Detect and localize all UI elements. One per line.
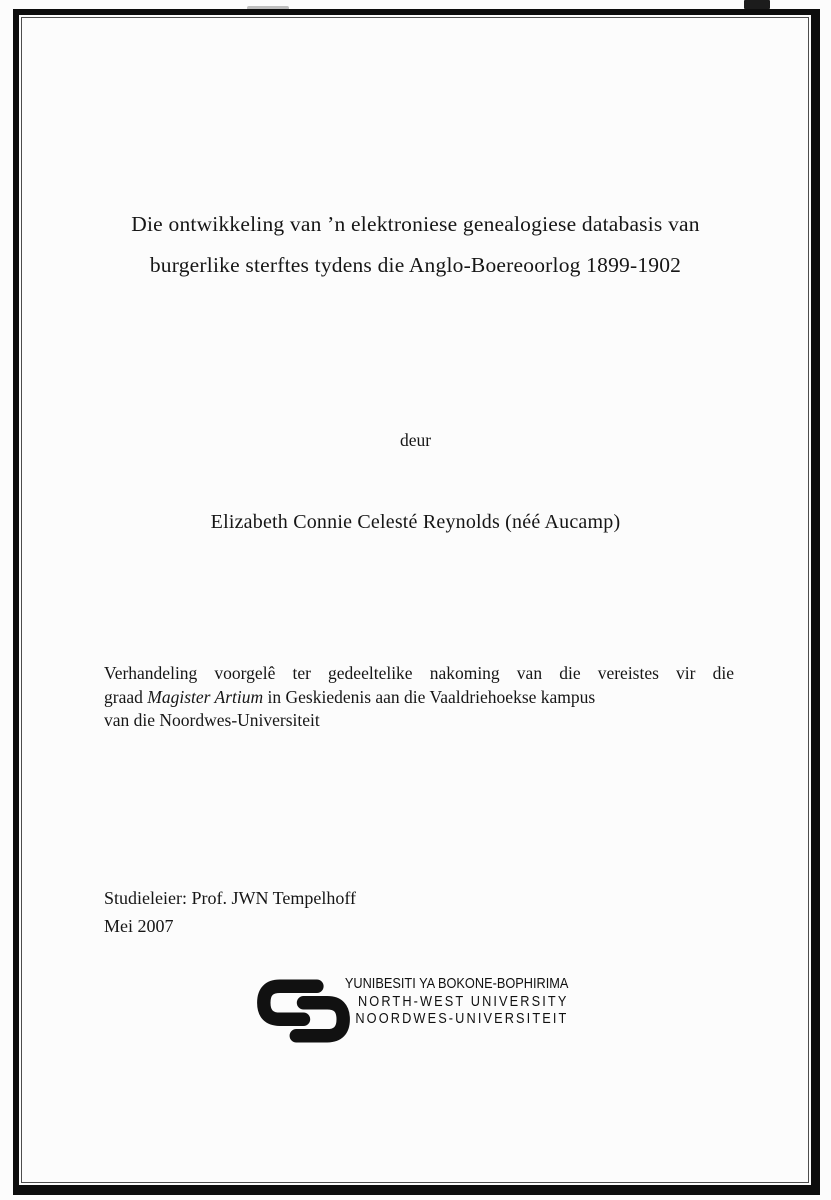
submission-statement bbox=[104, 662, 734, 733]
date-line: Mei 2007 bbox=[104, 915, 174, 936]
scan-artifact-right bbox=[744, 0, 770, 9]
university-logo bbox=[257, 975, 577, 1055]
logo-text-setswana: YUNIBESITI YA BOKONE-BOPHIRIMA bbox=[344, 976, 569, 992]
thesis-title-line-2: burgerlike sterftes tydens die Anglo-Boereoorlog 1899-1902 bbox=[149, 253, 682, 277]
thesis-title-line-1: Die ontwikkeling van ’n elektroniese genealogiese databasis van bbox=[131, 212, 700, 236]
supervisor-line: Studieleier: Prof. JWN Tempelhoff bbox=[104, 888, 357, 908]
byline-deur: deur bbox=[399, 430, 432, 450]
submission-line-2-suffix: in Geskiedenis aan die Vaaldriehoekse kampus bbox=[263, 686, 596, 707]
logo-text-afrikaans: NOORDWES-UNIVERSITEIT bbox=[355, 1011, 569, 1028]
degree-name-italic: Magister Artium bbox=[147, 686, 264, 707]
supervisor-block bbox=[104, 885, 356, 940]
author-name: Elizabeth Connie Celesté Reynolds (néé Aucamp) bbox=[210, 511, 621, 533]
submission-line-2-prefix: graad bbox=[104, 686, 148, 707]
submission-line-1: Verhandeling voorgelê ter gedeeltelike nakoming van die vereistes vir die bbox=[104, 663, 734, 683]
submission-line-3: van die Noordwes-Universiteit bbox=[104, 710, 320, 731]
logo-text-english: NORTH-WEST UNIVERSITY bbox=[357, 993, 569, 1010]
thesis-title bbox=[88, 204, 743, 286]
submission-line-2 bbox=[104, 686, 734, 710]
university-logo-text bbox=[315, 976, 568, 1029]
